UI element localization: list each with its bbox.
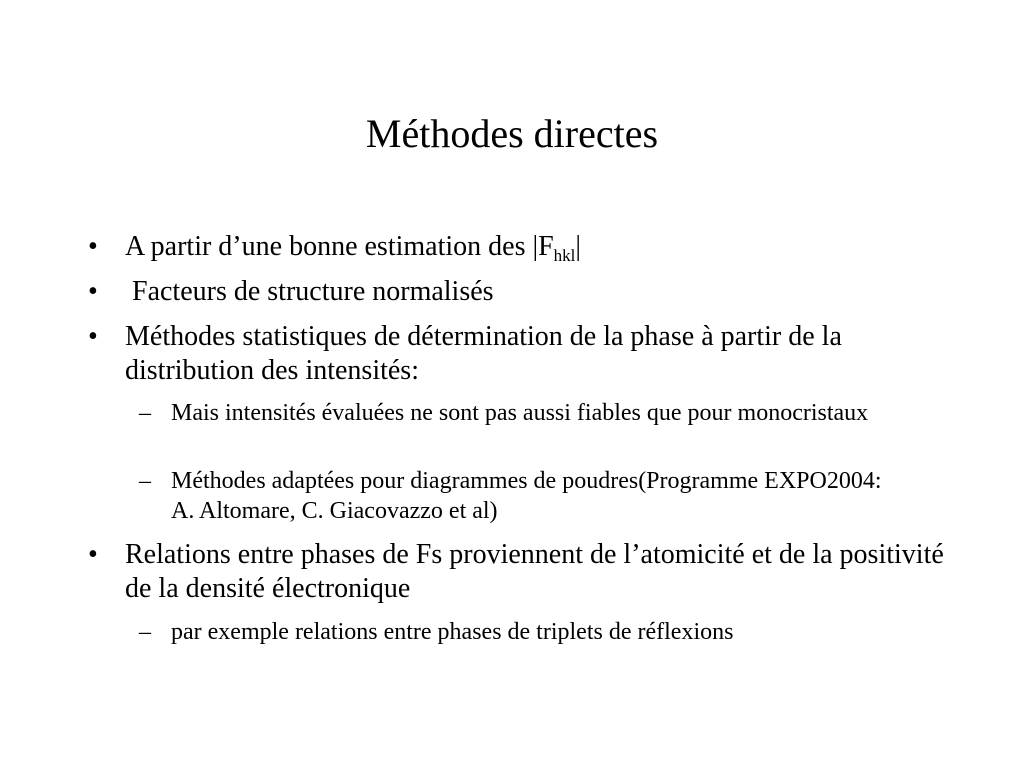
sub-bullet-item xyxy=(139,617,891,647)
bullet-text: Facteurs de structure normalisés xyxy=(125,276,494,307)
sub-bullet-marker: – xyxy=(139,468,151,494)
bullet-marker: • xyxy=(88,321,98,352)
sub-bullet-text: par exemple relations entre phases de triplets de réflexions xyxy=(171,619,734,645)
slide-title: Méthodes directes xyxy=(365,111,659,156)
sub-bullet-marker: – xyxy=(139,400,151,426)
bullet-text-end: | xyxy=(575,231,581,262)
sub-bullet-text: Mais intensités évaluées ne sont pas aussi fiables que pour monocristaux xyxy=(171,400,869,426)
bullet-marker: • xyxy=(88,231,98,262)
bullet-item xyxy=(88,538,945,606)
bullet-marker: • xyxy=(88,539,98,570)
bullet-item xyxy=(88,275,945,309)
bullet-text: A partir d’une bonne estimation des |F xyxy=(125,231,554,262)
sub-bullet-item xyxy=(139,466,891,526)
sub-bullet-marker: – xyxy=(139,619,151,645)
bullet-item xyxy=(88,230,945,265)
bullet-text: Méthodes statistiques de détermination de la phase à partir de la distribution des intensités: xyxy=(125,321,842,386)
sub-bullet-item xyxy=(139,398,891,428)
bullet-text: Relations entre phases de Fs proviennent de l’atomicité et de la positivité de la densité électronique xyxy=(125,539,944,604)
bullet-marker: • xyxy=(88,276,98,307)
bullet-subscript: hkl xyxy=(553,246,576,265)
bullet-item xyxy=(88,320,945,388)
sub-bullet-text: Méthodes adaptées pour diagrammes de poudres(Programme EXPO2004: A. Altomare, C. Giacovazzo et al) xyxy=(171,468,882,524)
